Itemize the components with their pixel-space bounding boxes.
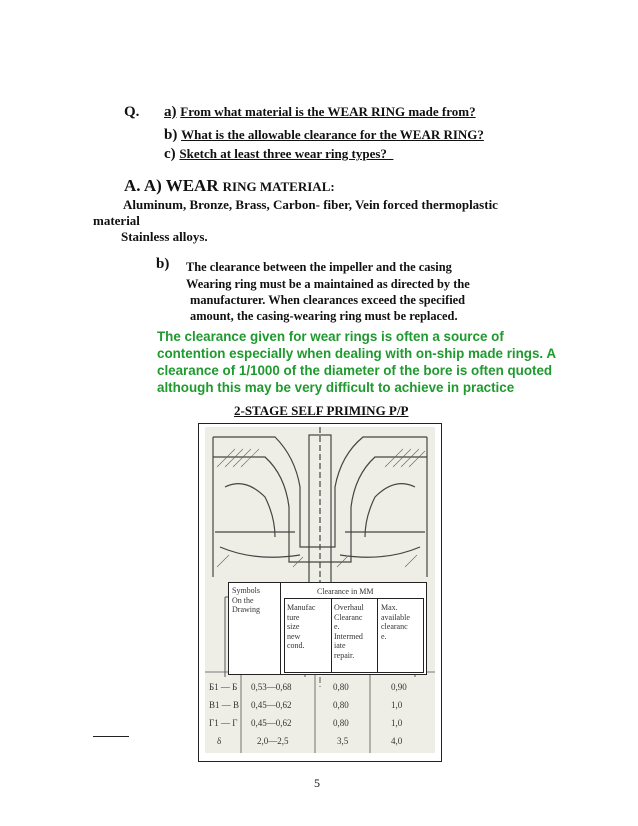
max-clearance-column: Max. available clearanc e. — [381, 603, 410, 641]
table-row: Б1 — Б 0,53—0,68 0,80 0,90 — [209, 682, 407, 692]
symbols-column — [229, 583, 281, 674]
clearance-data-rows — [205, 680, 435, 752]
page-number: 5 — [314, 776, 320, 790]
answer-a-heading-prefix: A. A) WEAR — [124, 176, 219, 195]
overhaul-column: Overhaul Clearanc e. Intermed iate repair. — [334, 603, 364, 660]
clearance-note-line1: The clearance given for wear rings is often a source of — [157, 329, 504, 344]
clearance-overlay-table — [228, 582, 427, 675]
answer-b-line2: Wearing ring must be a maintained as directed by the — [186, 277, 470, 291]
answer-a-line1: Aluminum, Bronze, Brass, Carbon- fiber, Vein forced thermoplastic — [123, 197, 498, 212]
table-row: δ 2,0—2,5 3,5 4,0 — [217, 736, 403, 746]
symbols-header-line2: On the — [232, 595, 254, 605]
answer-b-line4: amount, the casing-wearing ring must be replaced. — [190, 309, 458, 323]
figure-title: 2-STAGE SELF PRIMING P/P — [234, 403, 409, 418]
question-c — [164, 146, 393, 163]
answer-a-line2: material — [93, 213, 140, 228]
answer-b-letter: b) — [156, 256, 170, 272]
question-b — [164, 127, 484, 144]
question-b-letter: b) — [164, 127, 178, 143]
answer-a-heading-suffix: RING MATERIAL: — [222, 179, 335, 194]
clearance-header: Clearance in MM — [317, 587, 374, 596]
question-c-text: Sketch at least three wear ring types? — [179, 146, 387, 161]
answer-a-heading — [124, 176, 335, 196]
manufacture-column: Manufac ture size new cond. — [287, 603, 316, 650]
footnote-rule — [93, 736, 129, 737]
clearance-note-line4: although this may be very difficult to achieve in practice — [157, 380, 515, 395]
question-b-text: What is the allowable clearance for the WEAR RING? — [181, 127, 484, 142]
question-a — [164, 104, 476, 121]
table-row: Г1 — Г 0,45—0,62 0,80 1,0 — [209, 718, 403, 728]
table-row: В1 — В 0,45—0,62 0,80 1,0 — [209, 700, 403, 710]
answer-b-line1: The clearance between the impeller and the casing — [186, 260, 452, 274]
clearance-note — [157, 328, 557, 396]
symbols-header-line1: Symbols — [232, 586, 261, 595]
question-a-letter: a) — [164, 104, 177, 120]
answer-b-line3: manufacturer. When clearances exceed the specified — [190, 293, 466, 307]
symbols-header-line3: Drawing — [232, 605, 260, 614]
question-label: Q. — [124, 104, 140, 120]
question-c-letter: c) — [164, 146, 176, 162]
clearance-note-line3: clearance of 1/1000 of the diameter of the bore is often quoted — [157, 363, 553, 378]
clearance-subtable — [284, 598, 424, 673]
answer-a-line3: Stainless alloys. — [121, 229, 208, 244]
clearance-note-line2: contention especially when dealing with on-ship made rings. A — [157, 346, 557, 361]
question-a-text: From what material is the WEAR RING made from? — [180, 104, 476, 119]
